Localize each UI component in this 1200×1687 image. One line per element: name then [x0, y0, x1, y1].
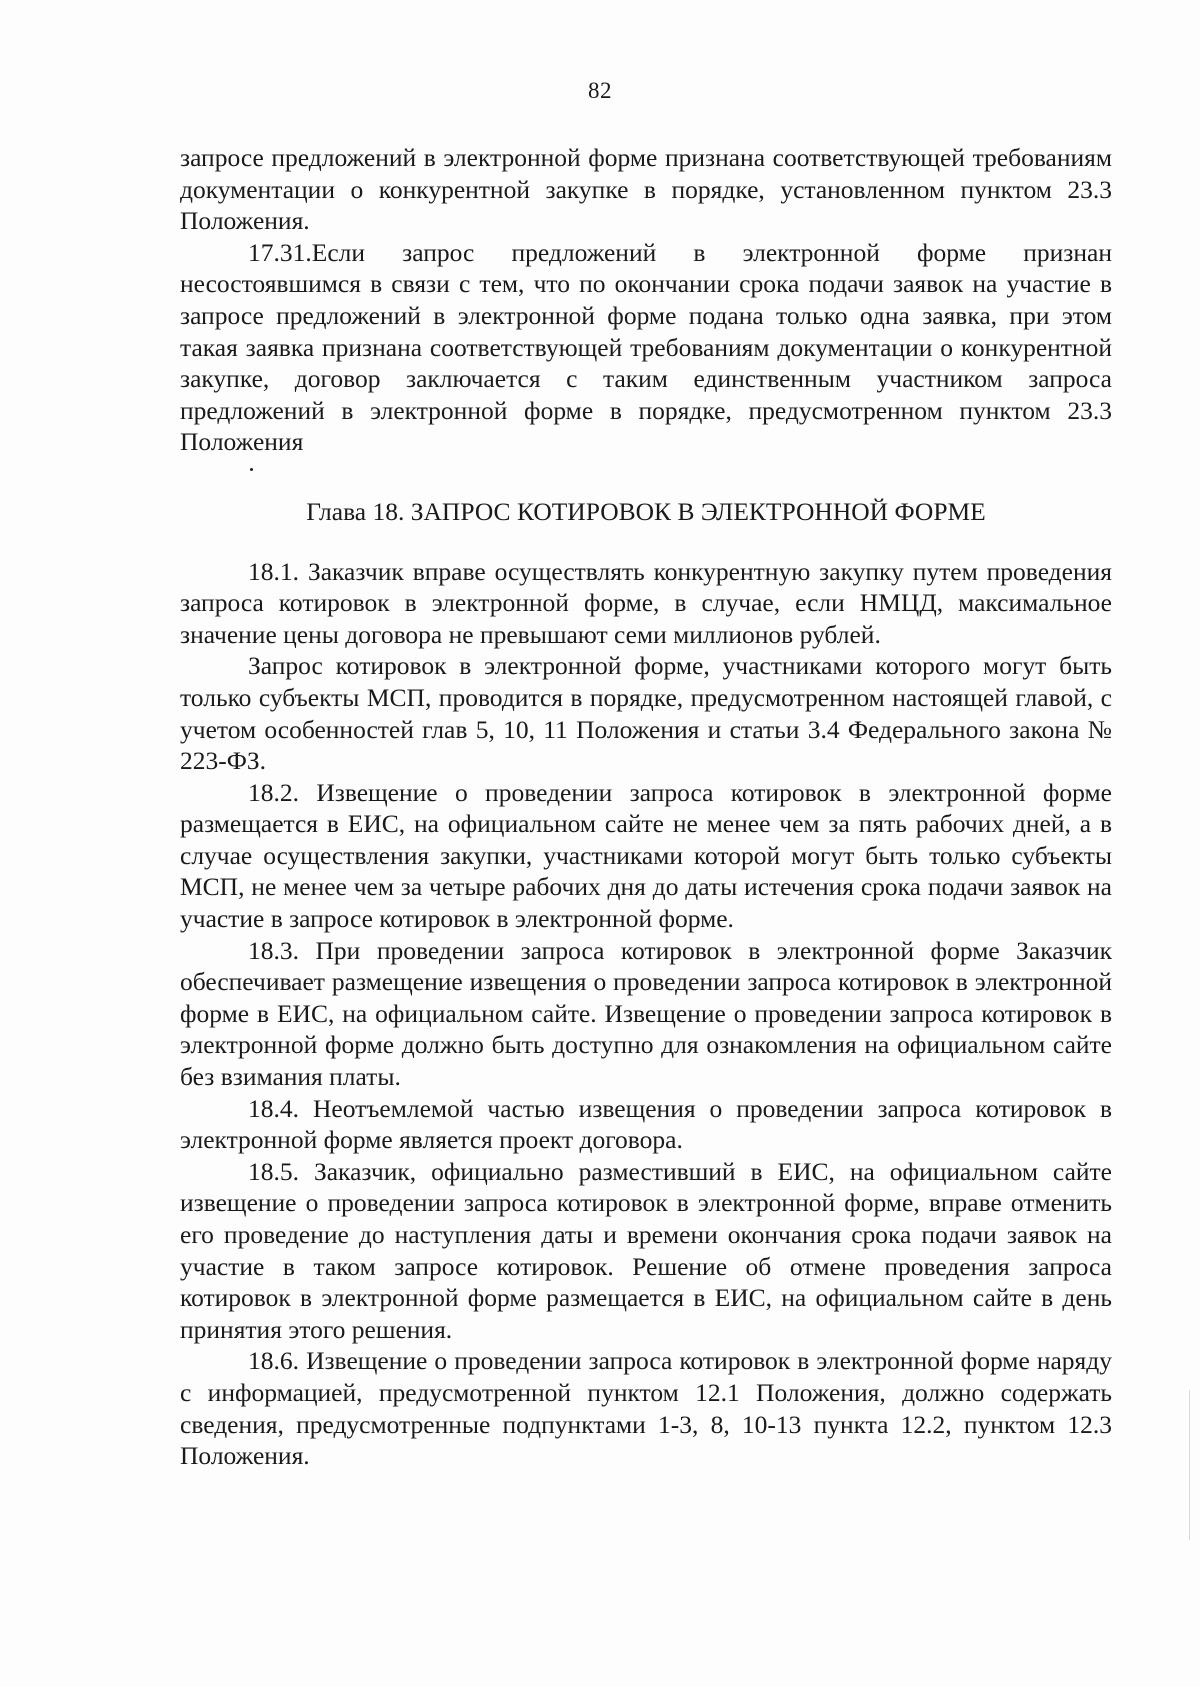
paragraph-18-4: 18.4. Неотъемлемой частью извещения о проведении запроса котировок в электронной форме является проект договора.: [180, 1093, 1112, 1155]
page-number: 82: [588, 78, 612, 103]
paragraph-18-3: 18.3. При проведении запроса котировок в электронной форме Заказчик обеспечивает размещение извещения о проведении запроса котировок в электронной форме в ЕИС, на официальном сайте. Извещение о проведении запроса котировок в электронной форме должно быть доступно для ознакомления на официальном сайте без взимания платы.: [180, 935, 1112, 1092]
paragraph-18-1-msp: Запрос котировок в электронной форме, участниками которого могут быть только субъекты МСП, проводится в порядке, предусмотренном настоящей главой, с учетом особенностей глав 5, 10, 11 Положения и статьи 3.4 Федерального закона № 223-ФЗ.: [180, 651, 1112, 776]
paragraph-18-1: 18.1. Заказчик вправе осуществлять конкурентную закупку путем проведения запроса котировок в электронной форме, в случае, если НМЦД, максимальное значение цены договора не превышают семи миллионов рублей.: [180, 556, 1112, 649]
paragraph-continuation: запросе предложений в электронной форме признана соответствующей требованиям документации о конкурентной закупке в порядке, установленном пунктом 23.3 Положения.: [180, 143, 1112, 236]
scan-edge-line: [1189, 1390, 1190, 1540]
paragraph-18-5: 18.5. Заказчик, официально разместивший в ЕИС, на официальном сайте извещение о проведении запроса котировок в электронной форме, вправе отменить его проведение до наступления даты и времени окончания срока подачи заявок на участие в таком запросе котировок. Решение об отмене проведения запроса котировок в электронной форме размещается в ЕИС, на официальном сайте в день принятия этого решения.: [180, 1156, 1112, 1344]
stray-mark: [180, 458, 1112, 492]
paragraph-18-2: 18.2. Извещение о проведении запроса котировок в электронной форме размещается в ЕИС, на официальном сайте не менее чем за пять рабочих дней, а в случае осуществления закупки, участниками которой могут быть только субъекты МСП, не менее чем за четыре рабочих дня до даты истечения срока подачи заявок на участие в запросе котировок в электронной форме.: [180, 777, 1112, 934]
document-body: [180, 142, 1112, 1472]
paragraph-18-6: 18.6. Извещение о проведении запроса котировок в электронной форме наряду с информацией, предусмотренной пунктом 12.1 Положения, должно содержать сведения, предусмотренные подпунктами 1-3, 8, 10-13 пункта 12.2, пунктом 12.3 Положения.: [180, 1346, 1112, 1471]
dot-mark: [250, 468, 253, 471]
paragraph-17-31: 17.31.Если запрос предложений в электронной форме признан несостоявшимся в связи с тем, что по окончании срока подачи заявок на участие в запросе предложений в электронной форме подана только одна заявка, при этом такая заявка признана соответствующей требованиям документации о конкурентной закупке, договор заключается с таким единственным участником запроса предложений в электронной форме в порядке, предусмотренном пунктом 23.3 Положения: [180, 237, 1112, 457]
chapter-heading: Глава 18. ЗАПРОС КОТИРОВОК В ЭЛЕКТРОННОЙ ФОРМЕ: [306, 496, 986, 526]
